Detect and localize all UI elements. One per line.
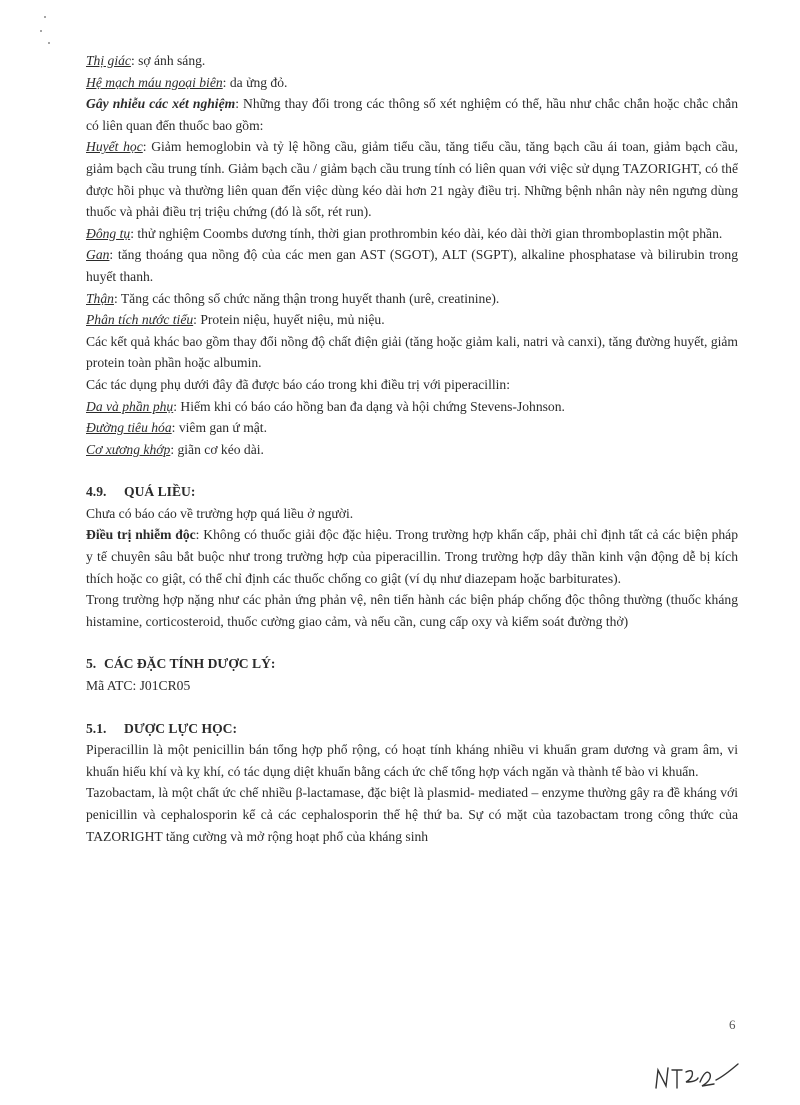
other-results-paragraph: Các kết quả khác bao gồm thay đổi nồng độ chất điện giải (tăng hoặc giảm kali, natri và canxi), tăng đường huyết, giảm protein toàn phần hoặc albumin. (86, 333, 738, 371)
label-musculoskeletal: Cơ xương khớp (86, 441, 171, 457)
overdose-paragraph-1: Chưa có báo cáo về trường hợp quá liều ở người. (86, 505, 354, 521)
label-skin: Da và phần phụ (86, 398, 174, 414)
section-5-heading: 5. CÁC ĐẶC TÍNH DƯỢC LÝ: (86, 656, 276, 672)
lab-interference-line: Gây nhiễu các xét nghiệm: Những thay đổi trong các thông số xét nghiệm có thể, hầu như chắc chắn hoặc chắc chắn có liên quan đến thuốc bao gồm: (86, 96, 738, 133)
section-4-9-heading: 4.9. QUÁ LIỀU: (86, 484, 196, 500)
document-body (86, 50, 738, 847)
label-liver: Gan (86, 247, 110, 263)
label-urinalysis: Phân tích nước tiểu (86, 312, 194, 328)
kidney-line: Thận: Tăng các thông số chức năng thận trong huyết thanh (urê, creatinine). (86, 290, 500, 306)
atc-code: Mã ATC: J01CR05 (86, 678, 191, 694)
label-coagulation: Đông tụ (86, 225, 131, 241)
pharmacodynamics-paragraph-1: Piperacillin là một penicillin bán tổng hợp phổ rộng, có hoạt tính kháng nhiều vi khuẩn gram dương và gram âm, vi khuẩn hiếu khí và kỵ khí, có tác dụng diệt khuẩn bằng cách ức chế tổng hợp vách ngăn và thành tế bào vi khuẩn. (86, 742, 738, 779)
vision-line: Thị giác: sợ ánh sáng. (86, 53, 206, 68)
page-number: 6 (729, 1017, 736, 1032)
section-5-1-heading: 5.1. DƯỢC LỰC HỌC: (86, 720, 238, 736)
skin-line: Da và phần phụ: Hiếm khi có báo cáo hồng ban đa dạng và hội chứng Stevens-Johnson. (86, 398, 565, 414)
coagulation-paragraph: Đông tụ: thử nghiệm Coombs dương tính, thời gian prothrombin kéo dài, kéo dài thời gian thromboplastin một phần. (86, 225, 723, 241)
handwritten-signature (652, 1060, 742, 1096)
vascular-line: Hệ mạch máu ngoại biên: da ửng đỏ. (86, 74, 288, 90)
label-hematology: Huyết học (86, 139, 143, 155)
overdose-severe-paragraph: Trong trường hợp nặng như các phản ứng phản vệ, nên tiến hành các biện pháp chống độc thông thường (thuốc kháng histamine, corticosteroid, thuốc cường giao cảm, và nếu cần, cung cấp oxy và kiểm soát đường thở) (86, 592, 738, 629)
label-vascular: Hệ mạch máu ngoại biên (86, 74, 223, 90)
label-lab-interference: Gây nhiễu các xét nghiệm (86, 96, 236, 112)
piperacillin-effects-line: Các tác dụng phụ dưới đây đã được báo cáo trong khi điều trị với piperacillin: (86, 376, 510, 392)
label-vision: Thị giác (86, 53, 131, 68)
liver-paragraph: Gan: tăng thoáng qua nồng độ của các men gan AST (SGOT), ALT (SGPT), alkaline phosphatase và bilirubin trong huyết thanh. (86, 247, 738, 284)
label-kidney: Thận (86, 290, 114, 306)
label-gi: Đường tiêu hóa (86, 420, 172, 436)
hematology-paragraph: Huyết học: Giảm hemoglobin và tỷ lệ hồng cầu, giảm tiểu cầu, tăng tiểu cầu, tăng bạch cầu ái toan, giảm bạch cầu, giảm bạch cầu trung tính. Giảm bạch cầu / giảm bạch cầu trung tính có liên quan với việc sử dụng TAZORIGHT, có thể được hồi phục và thường liên quan đến việc dùng kéo dài hơn 21 ngày điều trị. Những bệnh nhân này nên ngưng dùng thuốc và phải điều trị triệu chứng (đó là sốt, rét run). (86, 139, 738, 220)
urinalysis-line: Phân tích nước tiểu: Protein niệu, huyết niệu, mủ niệu. (86, 312, 385, 328)
label-treatment: Điều trị nhiễm độc (86, 527, 196, 543)
gi-line: Đường tiêu hóa: viêm gan ứ mật. (86, 420, 267, 436)
overdose-treatment-paragraph: Điều trị nhiễm độc: Không có thuốc giải độc đặc hiệu. Trong trường hợp khẩn cấp, phải chỉ định tất cả các biện pháp y tế chuyên sâu bắt buộc như trong trường hợp của piperacillin. Trong trường hợp dây thần kinh vận động dễ bị kích thích hoặc co giật, có thể chỉ định các thuốc chống co giật (ví dụ như diazepam hoặc barbiturates). (86, 527, 738, 586)
pharmacodynamics-paragraph-2: Tazobactam, là một chất ức chế nhiều β-lactamase, đặc biệt là plasmid- mediated – enzyme thường gây ra đề kháng với penicillin và cephalosporin kể cả các cephalosporin thế hệ thứ ba. Sự có mặt của tazobactam trong công thức của TAZORIGHT tăng cường và mở rộng hoạt phổ của kháng sinh (86, 785, 738, 844)
musculoskeletal-line: Cơ xương khớp: giãn cơ kéo dài. (86, 441, 264, 457)
scan-specks (30, 12, 60, 52)
